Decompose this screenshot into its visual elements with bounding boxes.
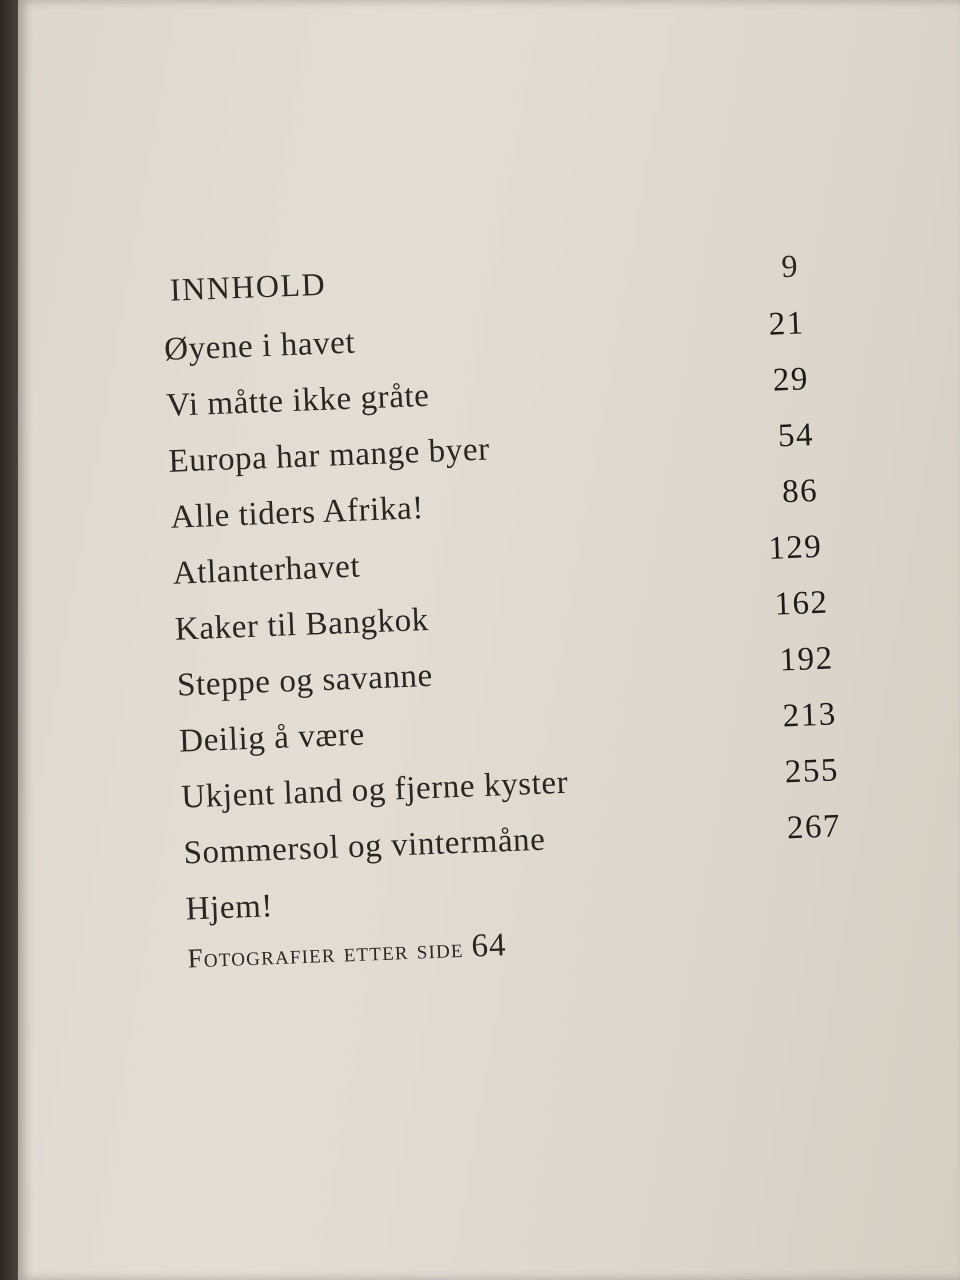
table-of-contents — [160, 213, 888, 979]
photographs-note-page: 64 — [470, 927, 508, 965]
toc-entry-title: Øyene i havet — [163, 324, 356, 368]
toc-entry-page: 54 — [777, 417, 815, 455]
toc-heading-page-number: 9 — [780, 247, 799, 285]
toc-entry-page: 29 — [772, 361, 810, 399]
toc-entry-title: Atlanterhavet — [172, 548, 361, 592]
toc-entry-page: 86 — [781, 472, 819, 511]
toc-entry-title: Ukjent land og fjerne kyster — [180, 764, 569, 816]
toc-entry-title: Deilig å være — [178, 716, 366, 760]
book-spine — [0, 0, 18, 1280]
toc-entry-title: Sommersol og vintermåne — [182, 821, 547, 872]
toc-entry-page: 267 — [786, 808, 842, 847]
toc-entry-title: Steppe og savanne — [176, 657, 434, 704]
toc-entry-page: 192 — [778, 640, 835, 679]
photographs-note-label: Fotografier etter side — [187, 932, 465, 974]
toc-entry-title: Europa har mange byer — [167, 431, 491, 480]
toc-entry-page: 255 — [784, 752, 840, 791]
toc-entry-title: Vi måtte ikke gråte — [165, 377, 431, 424]
toc-entry-page: 21 — [768, 305, 806, 343]
toc-entry-title: Kaker til Bangkok — [174, 601, 430, 648]
toc-entry-page: 162 — [773, 584, 830, 623]
toc-entry-page: 213 — [782, 696, 838, 735]
toc-entry-title: Hjem! — [185, 888, 274, 928]
toc-entry-title: Alle tiders Afrika! — [169, 490, 425, 536]
toc-entry-page: 129 — [767, 528, 823, 567]
toc-heading: INNHOLD — [169, 265, 327, 308]
